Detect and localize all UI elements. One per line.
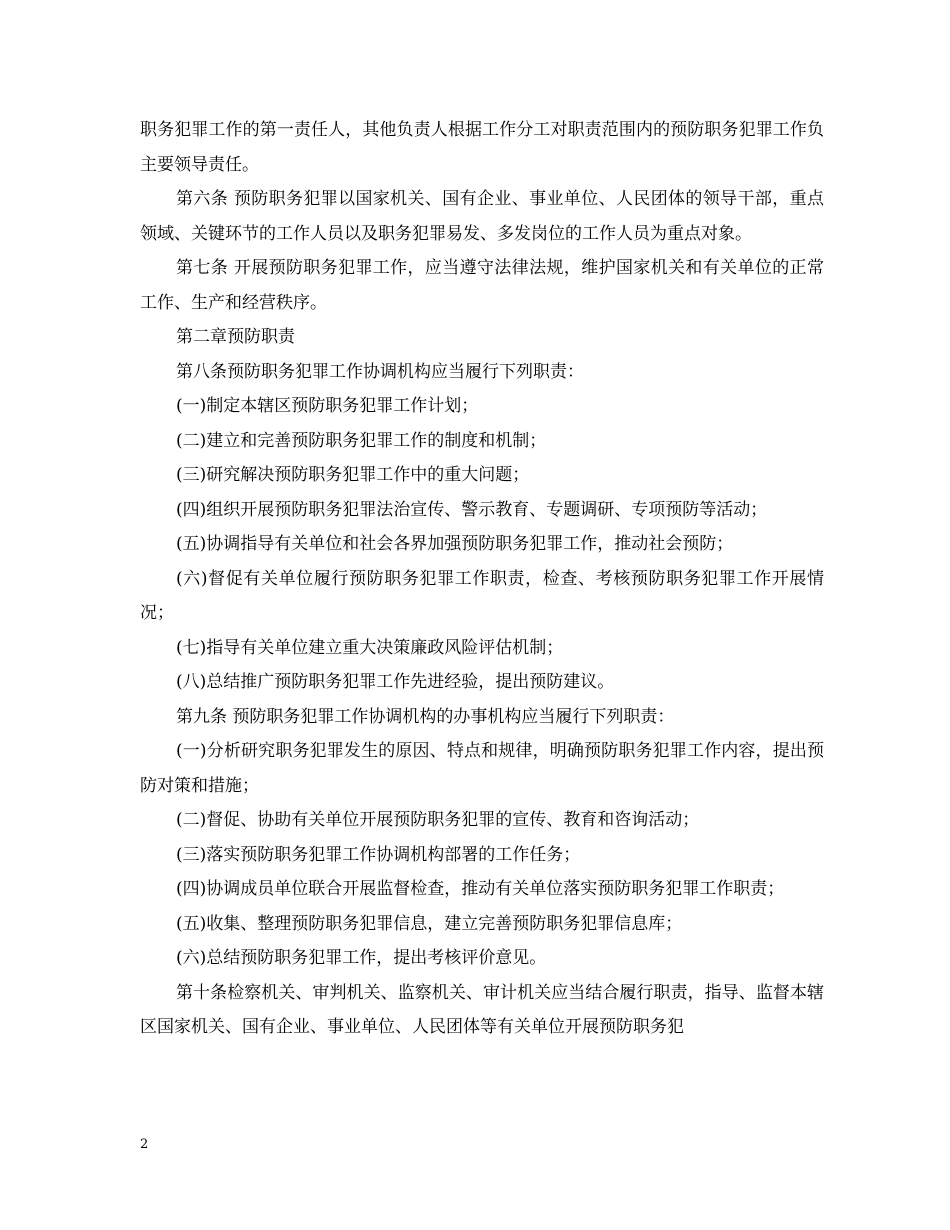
list-item: (一)分析研究职务犯罪发生的原因、特点和规律，明确预防职务犯罪工作内容，提出预防对策和措施；: [140, 741, 824, 796]
paragraph: 第十条检察机关、审判机关、监察机关、审计机关应当结合履行职责，指导、监督本辖区国家机关、国有企业、事业单位、人民团体等有关单位开展预防职务犯: [140, 982, 824, 1037]
list-item: (六)督促有关单位履行预防职务犯罪工作职责，检查、考核预防职务犯罪工作开展情况；: [140, 568, 824, 623]
paragraph: 职务犯罪工作的第一责任人，其他负责人根据工作分工对职责范围内的预防职务犯罪工作负主要领导责任。: [140, 120, 824, 175]
paragraph: 第七条 开展预防职务犯罪工作，应当遵守法律法规，维护国家机关和有关单位的正常工作、生产和经营秩序。: [140, 258, 824, 313]
paragraph: 第八条预防职务犯罪工作协调机构应当履行下列职责：: [176, 361, 584, 382]
list-item: (七)指导有关单位建立重大决策廉政风险评估机制；: [176, 637, 564, 658]
list-item: (八)总结推广预防职务犯罪工作先进经验，提出预防建议。: [176, 672, 615, 692]
page-number: 2: [140, 1137, 149, 1152]
list-item: (一)制定本辖区预防职务犯罪工作计划；: [176, 396, 479, 416]
document-body: [140, 113, 824, 1045]
chapter-heading: 第二章预防职责: [176, 327, 295, 347]
list-item: (五)协调指导有关单位和社会各界加强预防职务犯罪工作，推动社会预防；: [176, 534, 734, 554]
paragraph: 第六条 预防职务犯罪以国家机关、国有企业、事业单位、人民团体的领导干部，重点领域、关键环节的工作人员以及职务犯罪易发、多发岗位的工作人员为重点对象。: [140, 189, 824, 244]
paragraph: 第九条 预防职务犯罪工作协调机构的办事机构应当履行下列职责：: [176, 706, 675, 727]
list-item: (三)落实预防职务犯罪工作协调机构部署的工作任务；: [176, 844, 581, 865]
list-item: (四)组织开展预防职务犯罪法治宣传、警示教育、专题调研、专项预防等活动；: [176, 499, 768, 520]
list-item: (二)建立和完善预防职务犯罪工作的制度和机制；: [176, 430, 547, 451]
list-item: (六)总结预防职务犯罪工作，提出考核评价意见。: [176, 948, 547, 968]
list-item: (四)协调成员单位联合开展监督检查，推动有关单位落实预防职务犯罪工作职责；: [176, 879, 785, 899]
list-item: (二)督促、协助有关单位开展预防职务犯罪的宣传、教育和咨询活动；: [176, 810, 700, 830]
list-item: (三)研究解决预防职务犯罪工作中的重大问题；: [176, 465, 530, 485]
list-item: (五)收集、整理预防职务犯罪信息，建立完善预防职务犯罪信息库；: [176, 913, 683, 934]
